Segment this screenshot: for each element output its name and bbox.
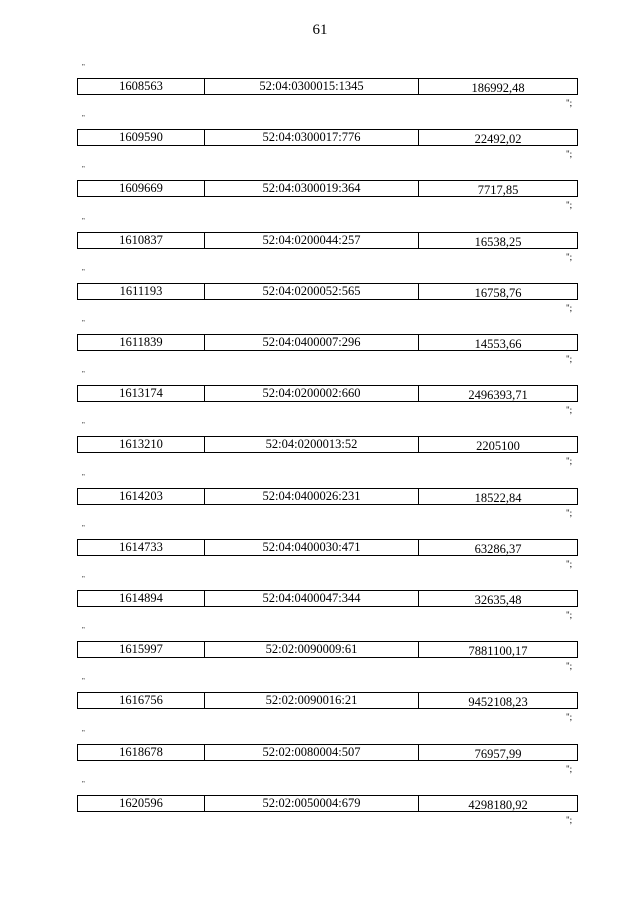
opening-quote-mark: " xyxy=(82,216,85,225)
cadastral-number-cell: 52:04:0400030:471 xyxy=(205,540,419,555)
record-id-cell: 1614203 xyxy=(78,489,205,504)
amendment-entry xyxy=(0,166,640,217)
cadastral-number-cell: 52:04:0300019:364 xyxy=(205,181,419,196)
opening-quote-mark: " xyxy=(82,370,85,379)
amendment-entry xyxy=(0,320,640,371)
record-id-cell: 1614894 xyxy=(78,591,205,606)
closing-quote-mark: "; xyxy=(566,302,573,313)
opening-quote-mark: " xyxy=(82,779,85,788)
record-id-cell: 1611839 xyxy=(78,335,205,350)
cadastral-value-cell: 2205100 xyxy=(476,439,520,453)
cadastral-value-cell: 18522,84 xyxy=(474,490,522,504)
cadastral-value-cell: 2496393,71 xyxy=(468,388,528,402)
closing-quote-mark: "; xyxy=(566,558,573,569)
cadastral-value-cell: 22492,02 xyxy=(474,132,522,146)
cadastral-number-cell: 52:04:0300017:776 xyxy=(205,130,419,145)
opening-quote-mark: " xyxy=(82,677,85,686)
cadastral-number-cell: 52:04:0200002:660 xyxy=(205,386,419,401)
table-row xyxy=(77,129,578,146)
closing-quote-mark: "; xyxy=(566,405,573,416)
cadastral-value-cell: 9452108,23 xyxy=(468,695,528,709)
closing-quote-mark: "; xyxy=(566,98,573,108)
amendment-entry xyxy=(0,678,640,729)
cadastral-number-cell: 52:02:0090016:21 xyxy=(205,693,419,708)
opening-quote-mark: " xyxy=(82,472,85,481)
opening-quote-mark: " xyxy=(82,114,85,123)
table-row xyxy=(77,590,578,607)
record-id-cell: 1610837 xyxy=(78,233,205,248)
amendment-entry xyxy=(0,576,640,627)
closing-quote-mark: "; xyxy=(566,149,573,160)
cadastral-value-cell: 16758,76 xyxy=(474,285,522,299)
cadastral-number-cell: 52:02:0050004:679 xyxy=(205,796,419,811)
cadastral-value-cell: 4298180,92 xyxy=(468,797,528,811)
table-row xyxy=(77,692,578,709)
record-id-cell: 1613174 xyxy=(78,386,205,401)
cadastral-number-cell: 52:02:0090009:61 xyxy=(205,642,419,657)
amendment-entry xyxy=(0,422,640,473)
amendment-entry xyxy=(0,371,640,422)
opening-quote-mark: " xyxy=(82,523,85,532)
cadastral-value-cell: 14553,66 xyxy=(474,337,522,350)
table-row xyxy=(77,180,578,197)
closing-quote-mark: "; xyxy=(566,507,573,518)
table-row xyxy=(77,78,578,95)
record-id-cell: 1608563 xyxy=(78,79,205,94)
amendment-entry xyxy=(0,115,640,166)
opening-quote-mark: " xyxy=(82,626,85,635)
cadastral-number-cell: 52:04:0200044:257 xyxy=(205,233,419,248)
record-id-cell: 1611193 xyxy=(78,284,205,299)
cadastral-value-cell: 16538,25 xyxy=(474,234,522,248)
table-row xyxy=(77,795,578,812)
closing-quote-mark: "; xyxy=(566,354,573,364)
opening-quote-mark: " xyxy=(82,63,85,71)
amendment-entry xyxy=(0,627,640,678)
page-number: 61 xyxy=(312,22,328,38)
opening-quote-mark: " xyxy=(82,267,85,276)
record-id-cell: 1609590 xyxy=(78,130,205,145)
opening-quote-mark: " xyxy=(82,319,85,327)
cadastral-value-cell: 7881100,17 xyxy=(468,644,528,658)
opening-quote-mark: " xyxy=(82,421,85,430)
amendment-entry xyxy=(0,269,640,320)
table-row xyxy=(77,232,578,249)
table-row xyxy=(77,385,578,402)
amendment-entry xyxy=(0,474,640,525)
record-id-cell: 1620596 xyxy=(78,796,205,811)
record-id-cell: 1615997 xyxy=(78,642,205,657)
record-id-cell: 1613210 xyxy=(78,437,205,452)
table-row xyxy=(77,744,578,761)
opening-quote-mark: " xyxy=(82,575,85,583)
cadastral-number-cell: 52:04:0300015:1345 xyxy=(205,79,419,94)
record-id-cell: 1616756 xyxy=(78,693,205,708)
opening-quote-mark: " xyxy=(82,165,85,174)
closing-quote-mark: "; xyxy=(566,610,573,620)
record-id-cell: 1618678 xyxy=(78,745,205,760)
closing-quote-mark: "; xyxy=(566,712,573,723)
opening-quote-mark: " xyxy=(82,728,85,737)
table-row xyxy=(77,641,578,658)
table-row xyxy=(77,436,578,453)
record-id-cell: 1609669 xyxy=(78,181,205,196)
amendment-entry xyxy=(0,781,640,832)
cadastral-number-cell: 52:04:0200013:52 xyxy=(205,437,419,452)
cadastral-value-cell: 63286,37 xyxy=(474,541,522,555)
record-id-cell: 1614733 xyxy=(78,540,205,555)
table-row xyxy=(77,488,578,505)
table-row xyxy=(77,539,578,556)
cadastral-number-cell: 52:04:0400026:231 xyxy=(205,489,419,504)
cadastral-value-cell: 76957,99 xyxy=(474,746,522,760)
cadastral-number-cell: 52:04:0200052:565 xyxy=(205,284,419,299)
cadastral-number-cell: 52:04:0400047:344 xyxy=(205,591,419,606)
amendment-entry xyxy=(0,525,640,576)
table-row xyxy=(77,283,578,300)
cadastral-value-cell: 7717,85 xyxy=(477,183,519,197)
closing-quote-mark: "; xyxy=(566,814,573,825)
amendment-entry xyxy=(0,218,640,269)
cadastral-number-cell: 52:02:0080004:507 xyxy=(205,745,419,760)
closing-quote-mark: "; xyxy=(566,456,573,467)
closing-quote-mark: "; xyxy=(566,763,573,774)
closing-quote-mark: "; xyxy=(566,200,573,211)
closing-quote-mark: "; xyxy=(566,251,573,262)
cadastral-value-cell: 186992,48 xyxy=(471,81,525,94)
amendment-entry xyxy=(0,64,640,115)
amendment-entry xyxy=(0,730,640,781)
table-row xyxy=(77,334,578,351)
closing-quote-mark: "; xyxy=(566,661,573,672)
cadastral-number-cell: 52:04:0400007:296 xyxy=(205,335,419,350)
cadastral-value-cell: 32635,48 xyxy=(474,593,522,606)
